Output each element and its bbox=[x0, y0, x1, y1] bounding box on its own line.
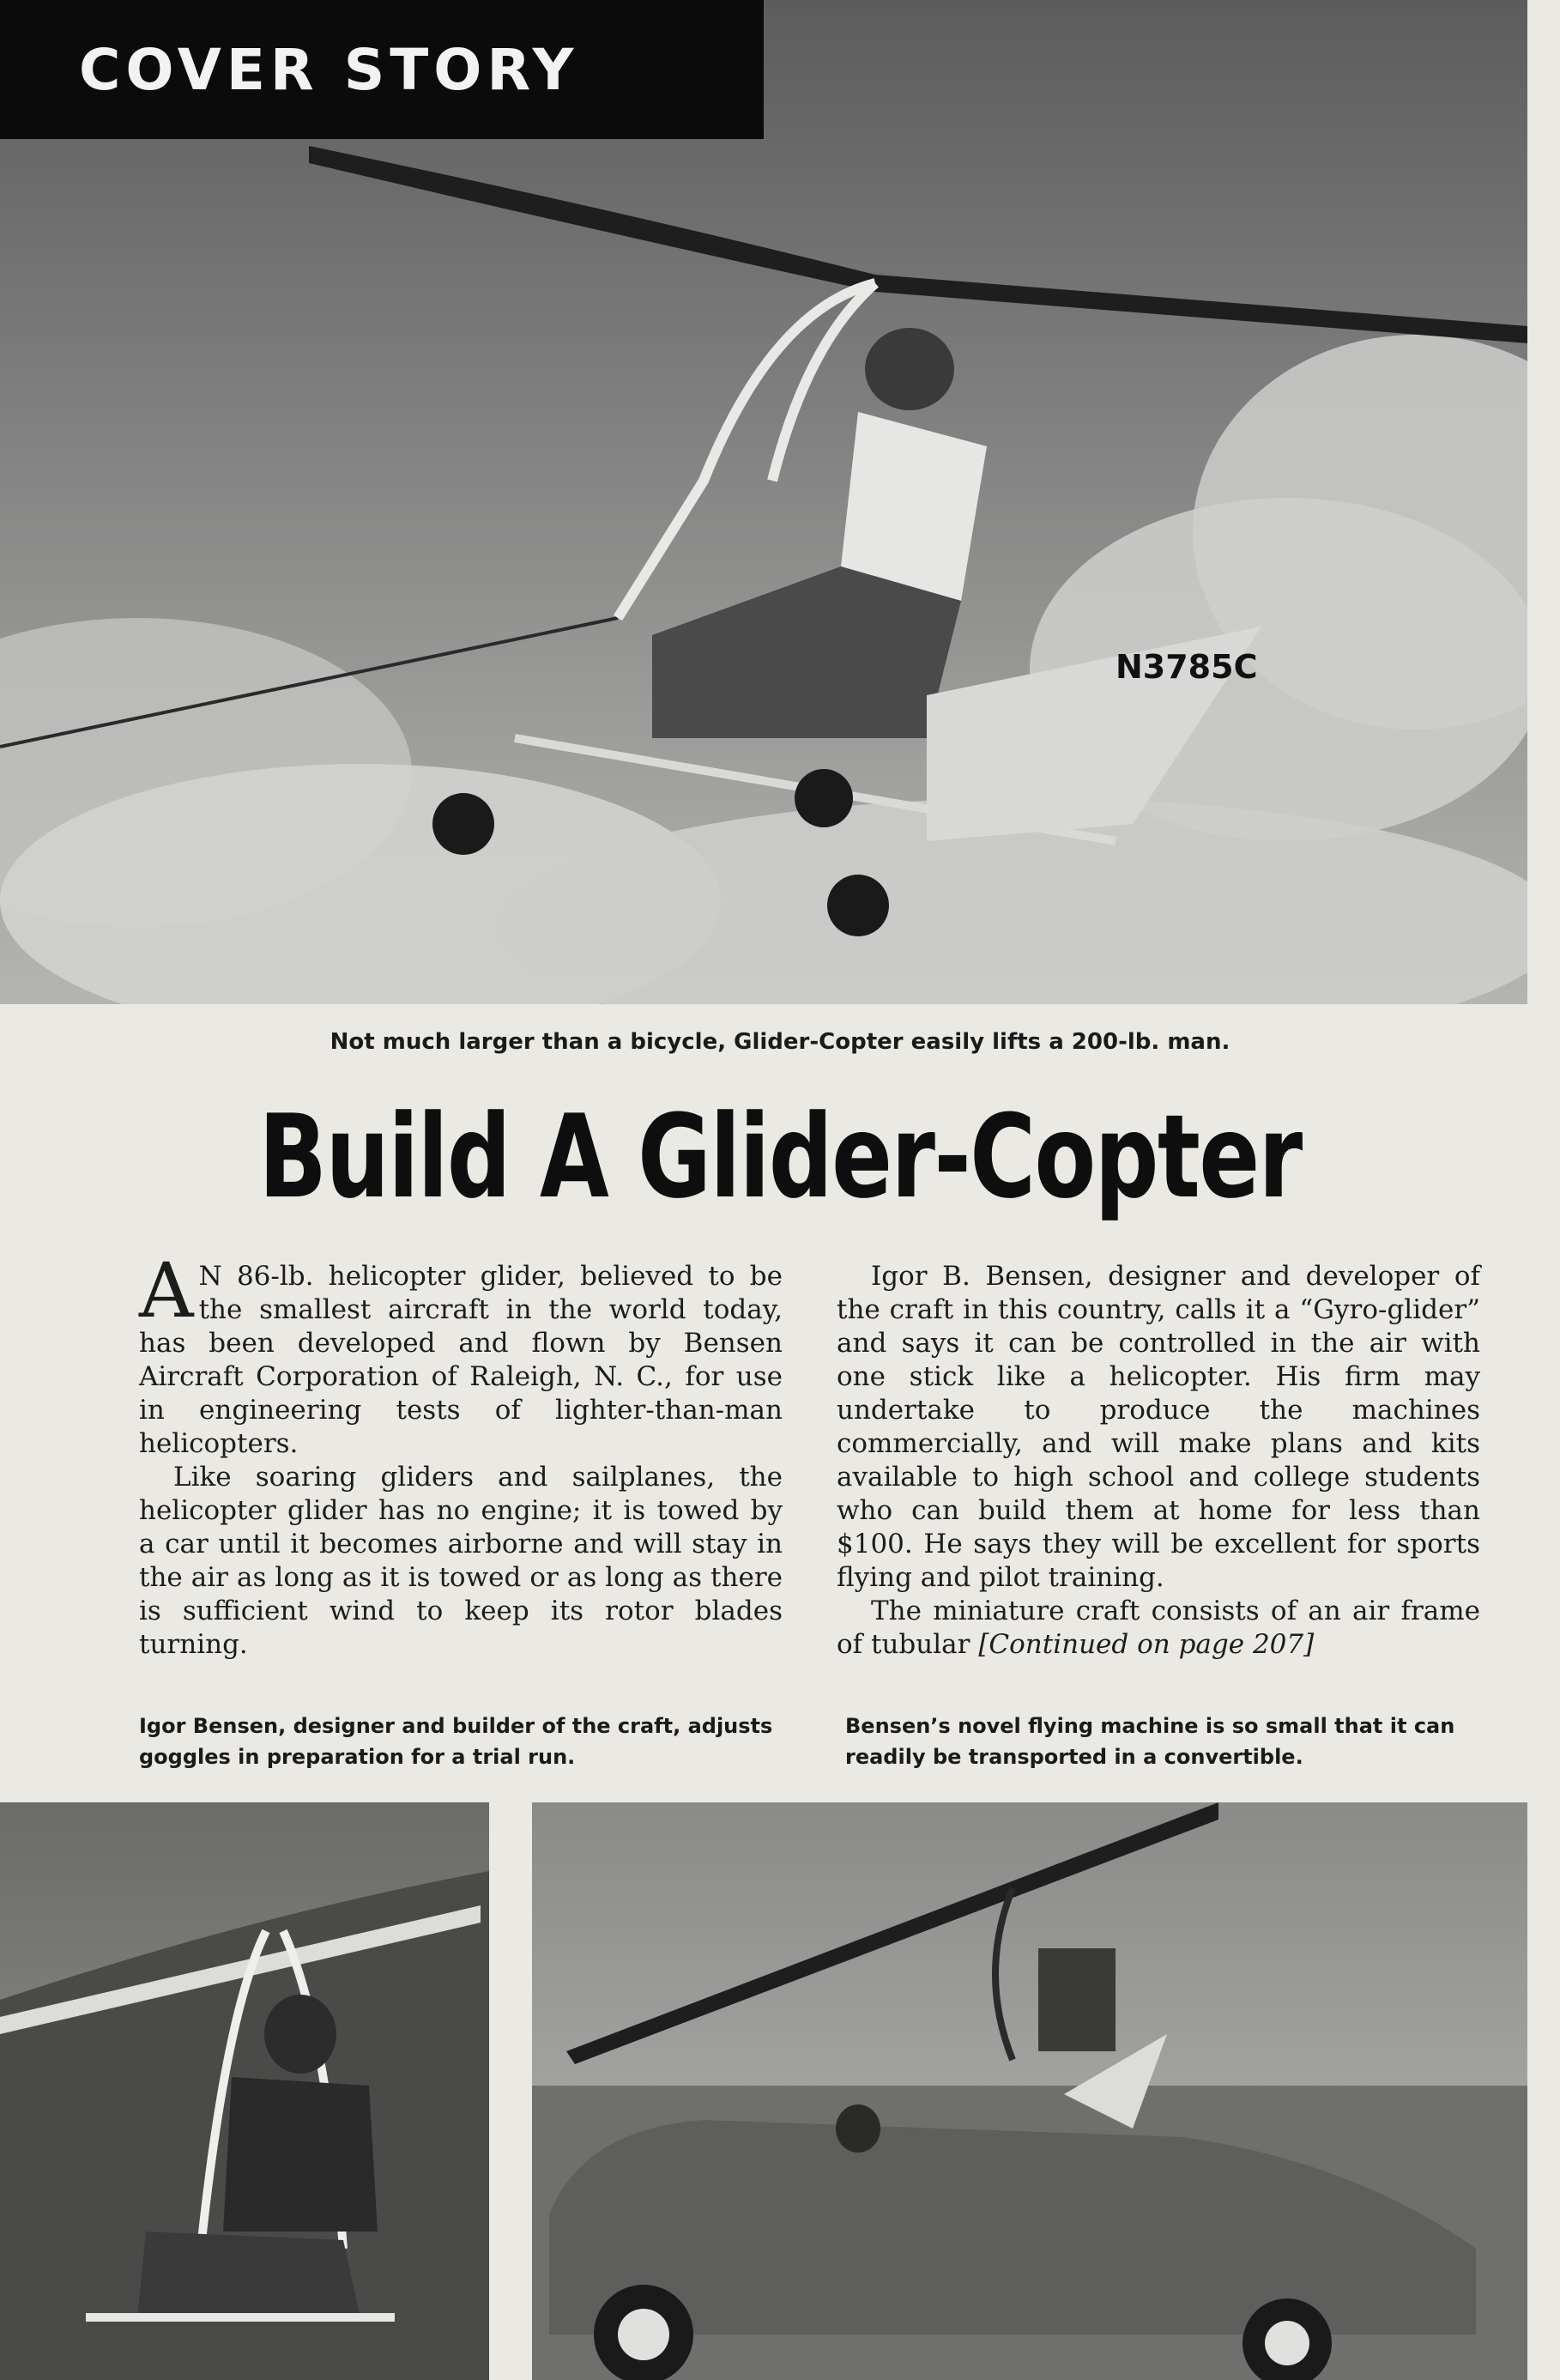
glider-copter-illustration bbox=[0, 0, 1527, 1004]
drop-cap: A bbox=[139, 1246, 194, 1335]
hero-photo bbox=[0, 0, 1527, 1004]
photo-bensen-seated bbox=[0, 1802, 489, 2380]
caption-left-photo: Igor Bensen, designer and builder of the craft, adjusts goggles in preparation for a trial run. bbox=[139, 1714, 773, 1769]
paragraph-text: The miniature craft consists of an air frame of tubular bbox=[837, 1596, 1480, 1660]
article-column-right bbox=[837, 1260, 1480, 1662]
paragraph: Like soaring gliders and sailplanes, the helicopter glider has no engine; it is towed by a car until it becomes airborne and will stay in the air as long as it is towed or as long as there is sufficient wind to keep its rotor blades turning. bbox=[139, 1462, 783, 1660]
paragraph bbox=[139, 1246, 783, 1461]
article-column-left bbox=[139, 1246, 783, 1662]
continued-note: [Continued on page 207] bbox=[978, 1629, 1315, 1660]
caption-right-photo: Bensen’s novel flying machine is so small that it can readily be transported in a convertible. bbox=[845, 1714, 1455, 1769]
article-title: Build A Glider-Copter bbox=[258, 1090, 1302, 1224]
photo-convertible bbox=[532, 1802, 1527, 2380]
section-kicker: COVER STORY bbox=[0, 0, 764, 139]
paragraph-text: N 86-lb. helicopter glider, believed to be the smallest aircraft in the world today, has been developed and flown by Bensen Aircraft Corporation of Raleigh, N. C., for use in engineering tests of lighter-than-man helicopters. bbox=[139, 1261, 783, 1459]
paragraph: Igor B. Bensen, designer and developer of the craft in this country, calls it a “Gyro-glider” and says it can be controlled in the air with one stick like a helicopter. His firm may undertake to produce the machines commercially, and will make plans and kits available to high school and college students who can build them at home for less than $100. He says they will be excellent for sports flying and pilot training. bbox=[837, 1261, 1480, 1593]
tail-number: N3785C bbox=[1116, 648, 1258, 686]
hero-caption: Not much larger than a bicycle, Glider-Copter easily lifts a 200-lb. man. bbox=[330, 1029, 1230, 1055]
paragraph bbox=[837, 1595, 1480, 1662]
